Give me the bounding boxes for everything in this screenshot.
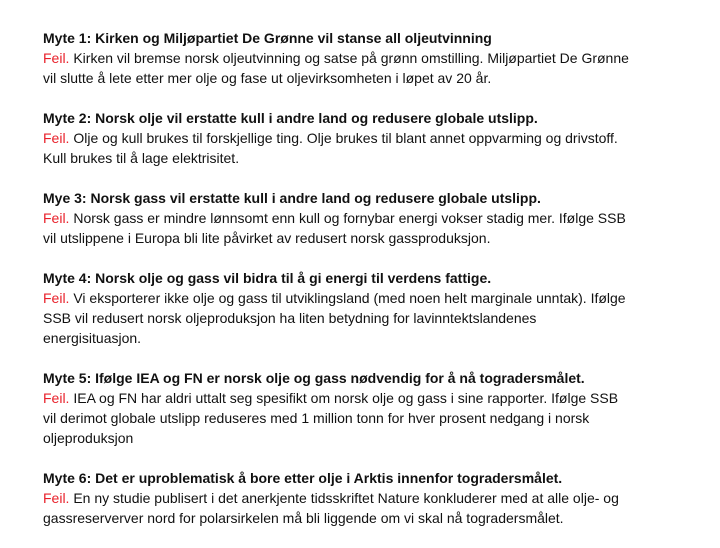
verdict-label: Feil.: [43, 130, 70, 146]
myth-body-text: Olje og kull brukes til forskjellige ting. Olje brukes til blant annet oppvarming og drivstoff.: [73, 130, 618, 146]
myth-section: [43, 28, 713, 88]
myth-body-line: [43, 408, 713, 428]
myth-body-text: Vi eksporterer ikke olje og gass til utviklingsland (med noen helt marginale unntak). Ifølge: [73, 290, 626, 306]
myth-title: Myte 1: Kirken og Miljøpartiet De Grønne vil stanse all oljeutvinning: [43, 30, 492, 46]
myth-body-line: [43, 148, 713, 168]
myths-document: [43, 28, 713, 548]
verdict-label: Feil.: [43, 390, 70, 406]
myth-body-text: Norsk gass er mindre lønnsomt enn kull og fornybar energi vokser stadig mer. Ifølge SSB: [73, 210, 626, 226]
verdict-label: Feil.: [43, 290, 70, 306]
verdict-label: Feil.: [43, 50, 70, 66]
verdict-label: Feil.: [43, 210, 70, 226]
myth-body-text: Kull brukes til å lage elektrisitet.: [43, 150, 240, 166]
myth-body-line: [43, 228, 713, 248]
myth-body-text: IEA og FN har aldri uttalt seg spesifikt om norsk olje og gass i sine rapporter. Ifølge SSB: [73, 390, 619, 406]
myth-body-text: vil derimot globale utslipp reduseres med 1 million tonn for hver prosent nedgang i norsk: [43, 410, 590, 426]
myth-body-line: [43, 328, 713, 348]
myth-body-text: SSB vil redusert norsk oljeproduksjon ha liten betydning for lavinntektslandenes: [43, 310, 537, 326]
myth-body-text: En ny studie publisert i det anerkjente tidsskriftet Nature konkluderer med at alle olje- og: [73, 490, 619, 506]
myth-body-line: [43, 388, 713, 408]
myth-body-line: [43, 208, 713, 228]
myth-body-text: gassreserverver nord for polarsirkelen må bli liggende om vi skal nå togradersmålet.: [43, 510, 564, 526]
myth-section: [43, 368, 713, 448]
myth-section: [43, 108, 713, 168]
myth-body-line: [43, 308, 713, 328]
myth-body-line: [43, 68, 713, 88]
myth-body-line: [43, 428, 713, 448]
myth-body-text: Kirken vil bremse norsk oljeutvinning og satse på grønn omstilling. Miljøpartiet De Grønne: [73, 50, 629, 66]
myth-body-line: [43, 288, 713, 308]
myth-section: [43, 268, 713, 348]
myth-body-line: [43, 508, 713, 528]
myth-body-text: oljeproduksjon: [43, 430, 134, 446]
myth-title: Myte 6: Det er uproblematisk å bore etter olje i Arktis innenfor togradersmålet.: [43, 470, 563, 486]
myth-title: Myte 5: Ifølge IEA og FN er norsk olje og gass nødvendig for å nå togradersmålet.: [43, 370, 585, 386]
myth-title: Mye 3: Norsk gass vil erstatte kull i andre land og redusere globale utslipp.: [43, 190, 541, 206]
myth-section: [43, 468, 713, 528]
myth-body-line: [43, 48, 713, 68]
myth-title: Myte 2: Norsk olje vil erstatte kull i andre land og redusere globale utslipp.: [43, 110, 538, 126]
myth-title: Myte 4: Norsk olje og gass vil bidra til å gi energi til verdens fattige.: [43, 270, 492, 286]
myth-body-text: vil slutte å lete etter mer olje og fase ut oljevirksomheten i løpet av 20 år.: [43, 70, 492, 86]
myth-body-line: [43, 488, 713, 508]
myth-body-text: energisituasjon.: [43, 330, 142, 346]
myth-section: [43, 188, 713, 248]
myth-body-line: [43, 128, 713, 148]
verdict-label: Feil.: [43, 490, 70, 506]
myth-body-text: vil utslippene i Europa bli lite påvirket av redusert norsk gassproduksjon.: [43, 230, 491, 246]
